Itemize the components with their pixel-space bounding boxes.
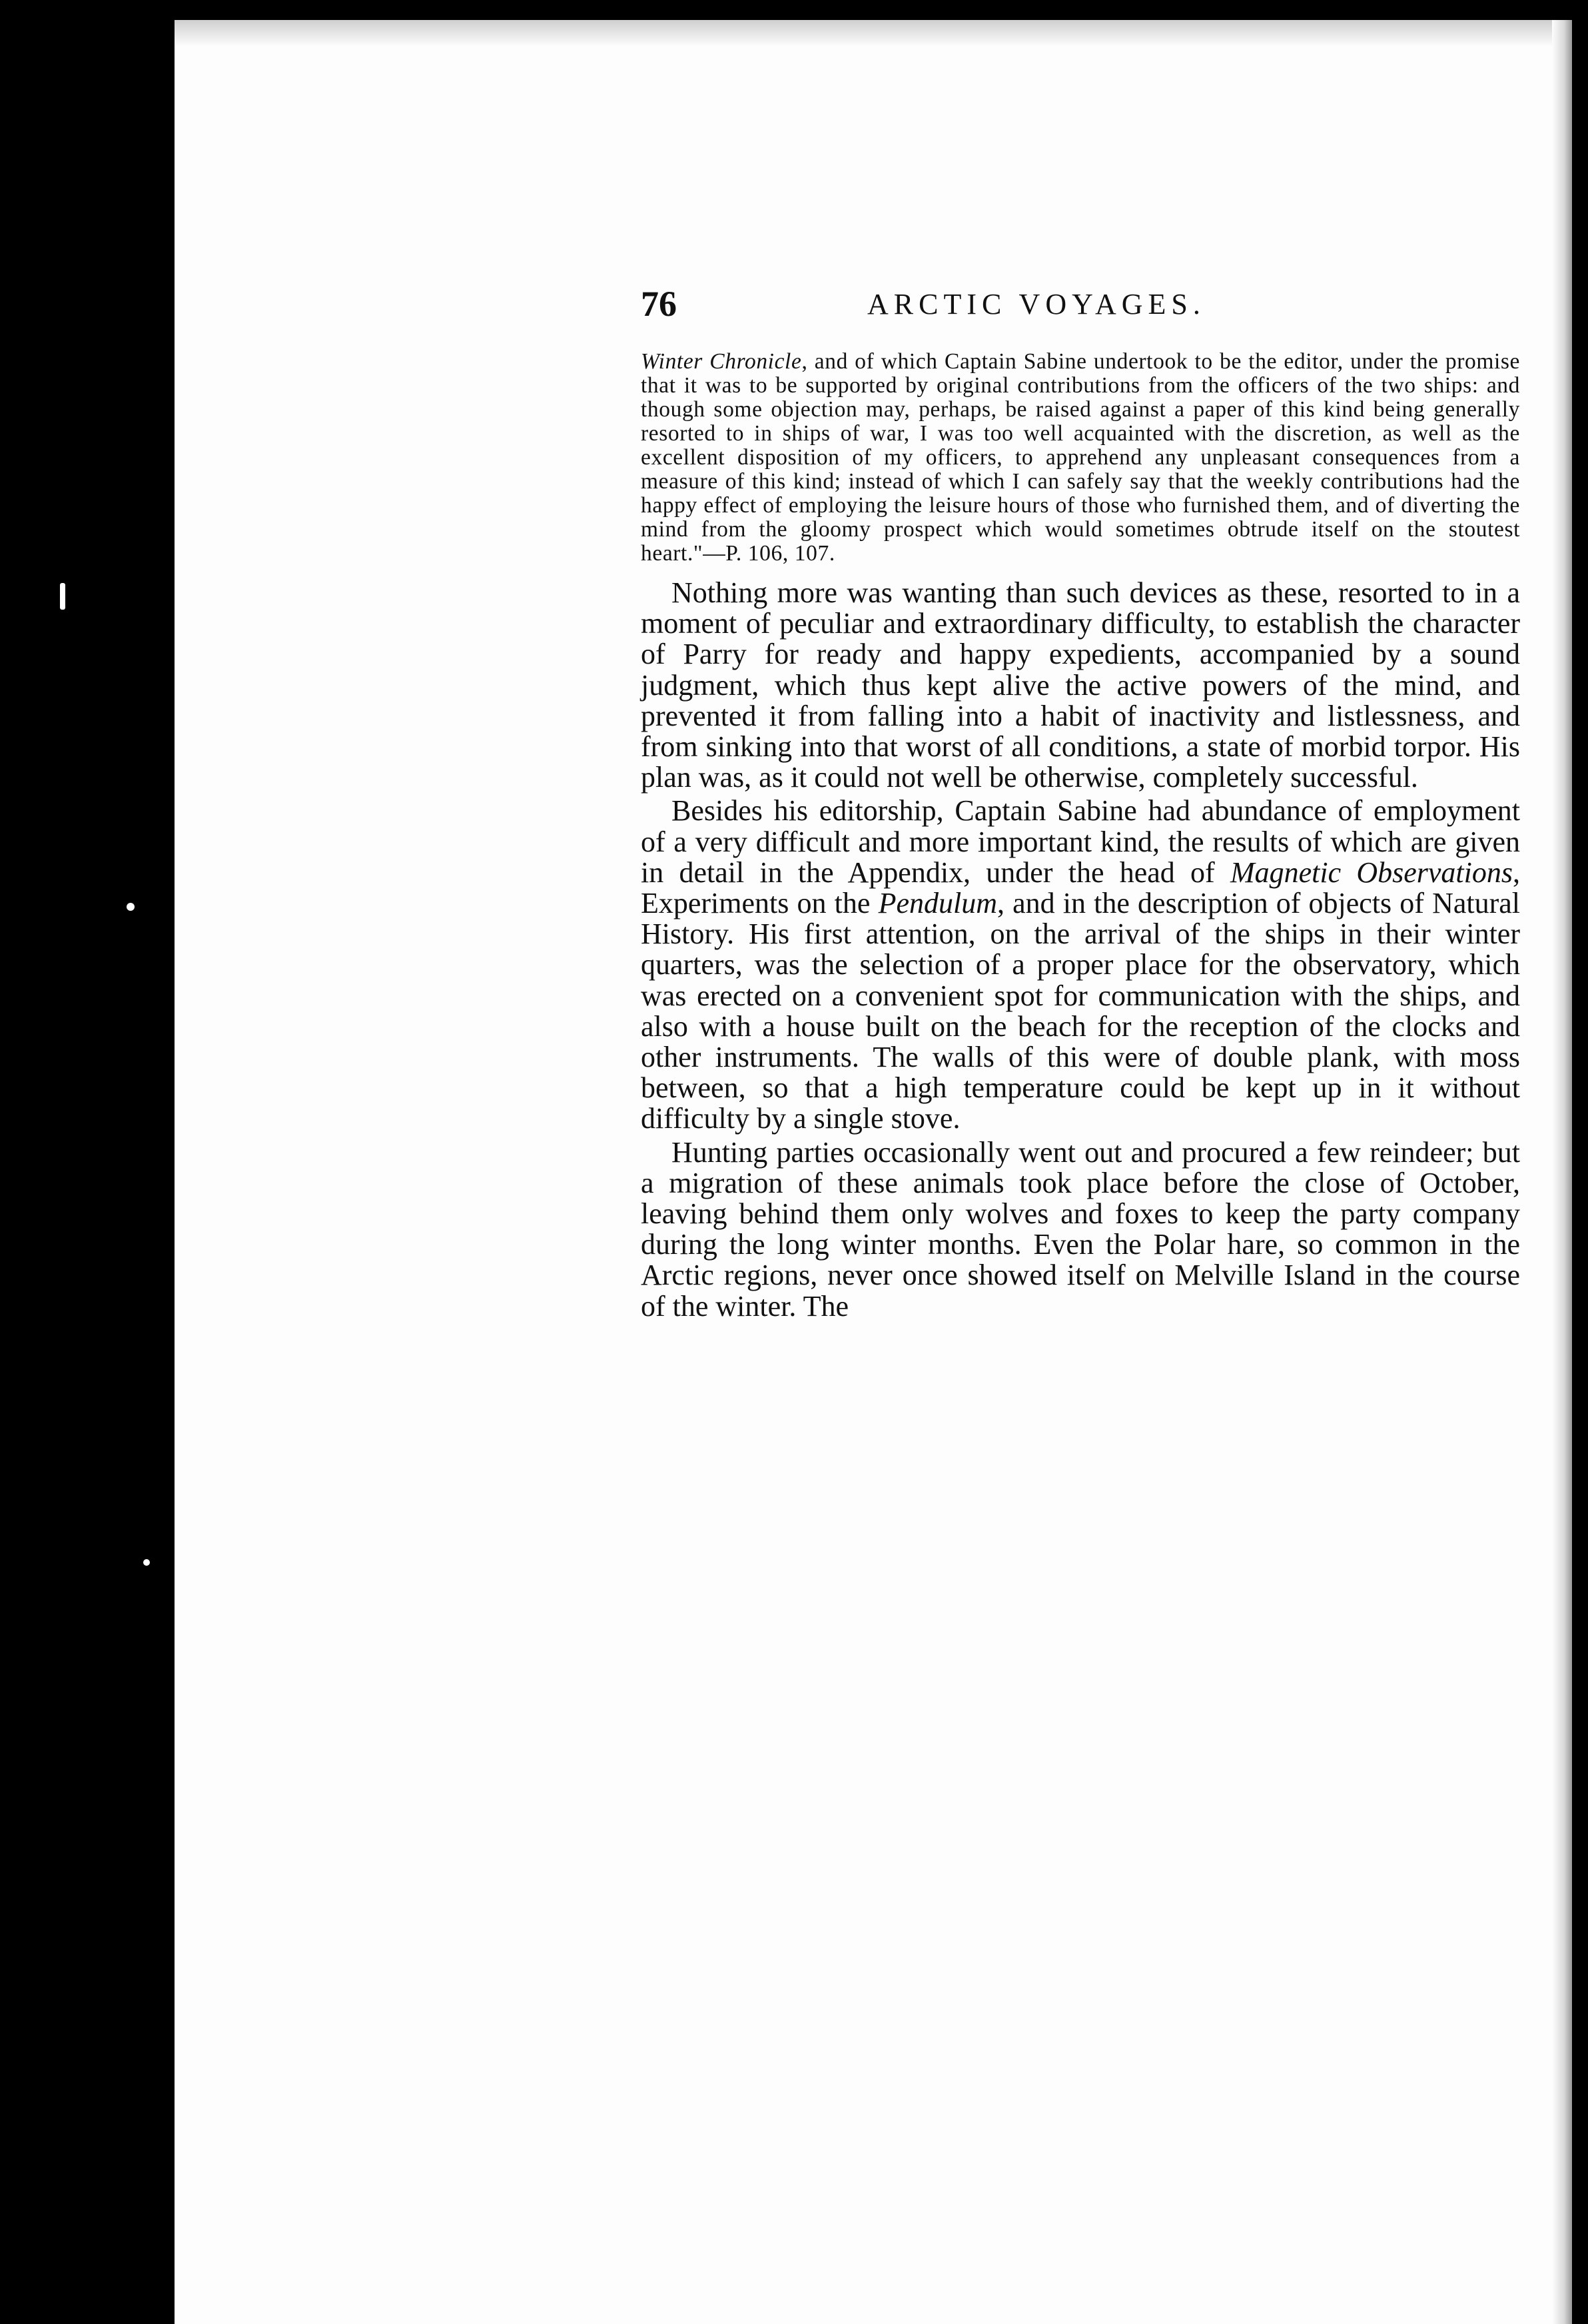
- quote-text: , and of which Captain Sabine undertook to be the editor, under the promise that it was to be supported by original contributions from the officers of the two ships: and though some objection may, perhaps, be raised against a paper of this kind being generally resorted to in ships of war, I was too well acquainted with the discretion, as well as the excellent disposition of my officers, to apprehend any unpleasant consequences from a measure of this kind; instead of which I can safely say that the weekly contributions had the happy effect of employing the leisure hours of those who furnished them, and of diverting the mind from the gloomy prospect which would sometimes obtrude itself on the stoutest heart."—P. 106, 107.: [641, 349, 1520, 566]
- scan-speck: [143, 1559, 150, 1566]
- paragraph-2: [641, 796, 1520, 1134]
- paragraph-2-part-a: Besides his editorship, Captain Sabine had abundance of employment of a very difficult and more important kind, the results of which are given in detail in the Appendix, under the head of: [641, 794, 1520, 889]
- quote-italic-title: Winter Chronicle: [641, 349, 802, 374]
- paragraph-2-italic-magnetic: Magnetic Observations: [1230, 856, 1513, 889]
- paragraph-2-part-c: , and in the description of objects of Natural History. His first attention, on the arrival of the ships in their winter quarters, was the selection of a proper place for the observatory, which was erected on a convenient spot for communication with the ships, and also with a house built on the beach for the reception of the clocks and other instruments. The walls of this were of double plank, with moss between, so that a high temperature could be kept up in it without difficulty by a single stove.: [641, 887, 1521, 1135]
- body-text: [641, 350, 1520, 1322]
- page-number: 76: [641, 284, 677, 324]
- running-title: ARCTIC VOYAGES.: [867, 288, 1206, 320]
- paragraph-2-part-b: , Experiments on the: [641, 856, 1520, 920]
- running-head: [641, 283, 1513, 330]
- quoted-passage: [641, 350, 1520, 566]
- scan-speck: [135, 93, 141, 101]
- paragraph-2-italic-pendulum: Pendulum: [878, 887, 997, 920]
- paragraph-3: Hunting parties occasionally went out and procured a few reindeer; but a migration of these animals took place before the close of October, leaving behind them only wolves and foxes to keep the party company during the long winter months. Even the Polar hare, so common in the Arctic regions, never once showed itself on Melville Island in the course of the winter. The: [641, 1135, 1520, 1323]
- scan-speck: [60, 583, 65, 610]
- paragraph-1: Nothing more was wanting than such devices as these, resorted to in a moment of peculiar and extraordinary difficulty, to establish the character of Parry for ready and happy expedients, accompanied by a sound judgment, which thus kept alive the active powers of the mind, and prevented it from falling into a habit of inactivity and listlessness, and from sinking into that worst of all conditions, a state of morbid torpor. His plan was, as it could not well be otherwise, completely successful.: [641, 576, 1520, 794]
- scan-border-left: [0, 0, 175, 2324]
- book-page: [175, 20, 1572, 2324]
- scan-speck: [127, 903, 135, 911]
- page-top-fold: [175, 20, 1572, 47]
- page-edge-shadow: [1552, 20, 1572, 2324]
